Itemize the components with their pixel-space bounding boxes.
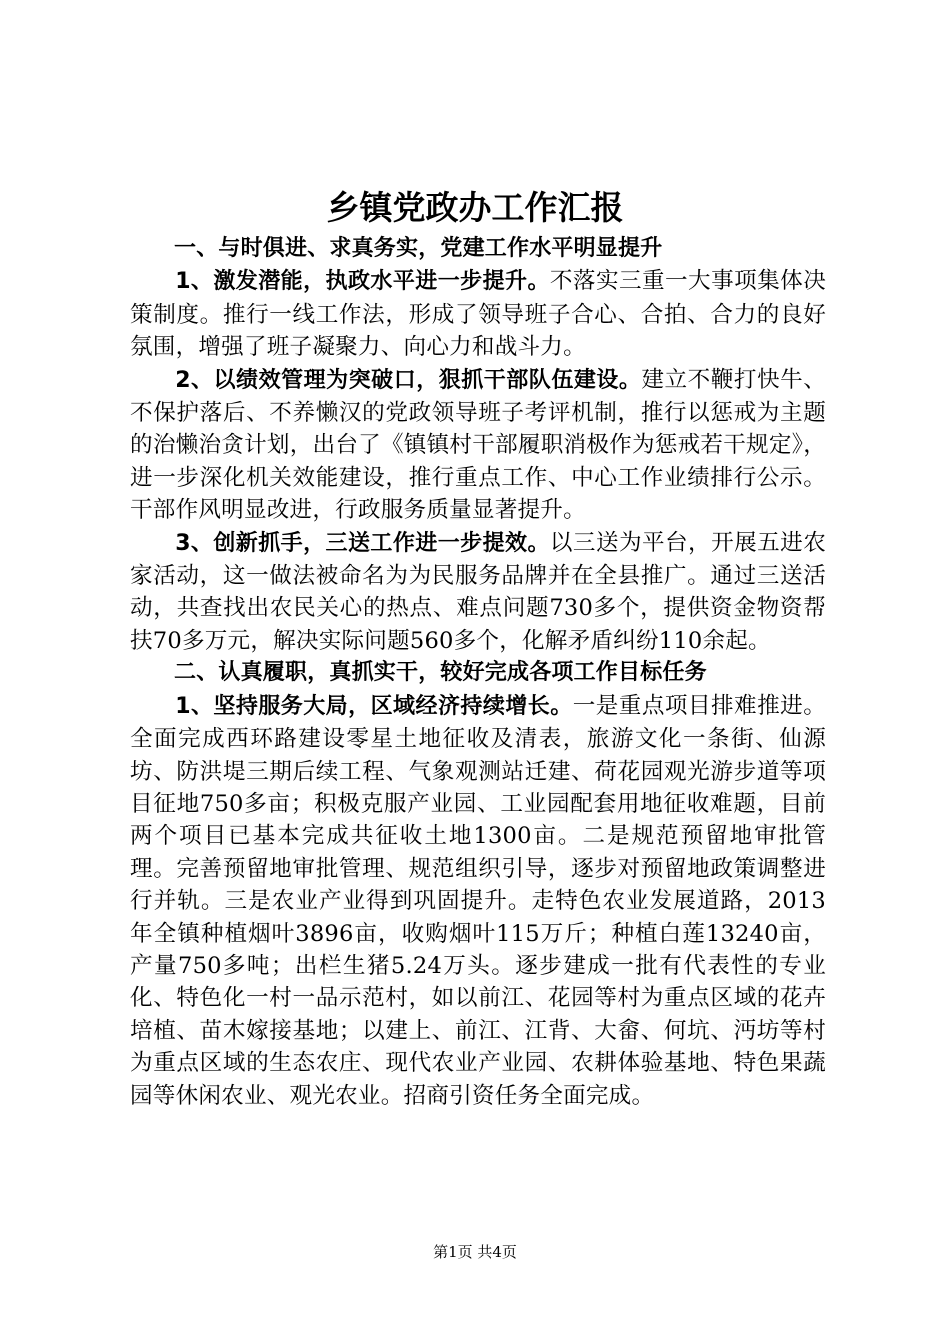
- paragraph-lead: 3、创新抓手，三送工作进一步提效。: [175, 530, 550, 556]
- paragraph-1-3: [130, 527, 826, 658]
- paragraph-2-1: [130, 690, 826, 1112]
- paragraph-1-2: [130, 364, 826, 527]
- paragraph-lead: 1、激发潜能，执政水平进一步提升。: [175, 269, 550, 295]
- paragraph-1-1: [130, 265, 826, 363]
- section-heading-1: 一、与时俱进、求真务实，党建工作水平明显提升: [174, 236, 663, 261]
- paragraph-lead: 1、坚持服务大局，区域经济持续增长。: [175, 693, 573, 719]
- paragraph-lead: 2、以绩效管理为突破口，狠抓干部队伍建设。: [175, 367, 642, 393]
- document-title: 乡镇党政办工作汇报: [326, 188, 624, 227]
- section-heading-2: 二、认真履职，真抓实干，较好完成各项工作目标任务: [174, 660, 707, 686]
- paragraph-text: 一是重点项目排难推进。全面完成西环路建设零星土地征收及清表，旅游文化一条街、仙源坊、防洪堤三期后续工程、气象观测站迁建、荷花园观光游步道等项目征地750多亩；积极克服产业园、工业园配套用地征收难题，目前两个项目已基本完成共征收土地1300亩。二是规范预留地审批管理。完善预留地审批管理、规范组织引导，逐步对预留地政策调整进行并轨。三是农业产业得到巩固提升。走特色农业发展道路，2013年全镇种植烟叶3896亩，收购烟叶115万斤；种植白莲13240亩，产量750多吨；出栏生猪5.24万头。逐步建成一批有代表性的专业化、特色化一村一品示范村，如以前江、花园等村为重点区域的花卉培植、苗木嫁接基地；以建上、前江、江背、大畲、何坑、沔坊等村为重点区域的生态农庄、现代农业产业园、农耕体验基地、特色果蔬园等休闲农业、观光农业。招商引资任务全面完成。: [130, 692, 826, 1109]
- page-footer: 第1页 共4页: [433, 1243, 517, 1261]
- paragraph-text: 建立不鞭打快牛、不保护落后、不养懒汉的党政领导班子考评机制，推行以惩戒为主题的治懒治贪计划，出台了《镇镇村干部履职消极作为惩戒若干规定》，进一步深化机关效能建设，推行重点工作、中心工作业绩排行公示。干部作风明显改进，行政服务质量显著提升。: [130, 366, 826, 524]
- paragraph-text: 不落实三重一大事项集体决策制度。推行一线工作法，形成了领导班子合心、合拍、合力的良好氛围，增强了班子凝聚力、向心力和战斗力。: [130, 268, 826, 361]
- paragraph-text: 以三送为平台，开展五进农家活动，这一做法被命名为为民服务品牌并在全县推广。通过三送活动，共查找出农民关心的热点、难点问题730多个，提供资金物资帮扶70多万元，解决实际问题560多个，化解矛盾纠纷110余起。: [130, 529, 826, 654]
- document-body: [130, 233, 826, 1112]
